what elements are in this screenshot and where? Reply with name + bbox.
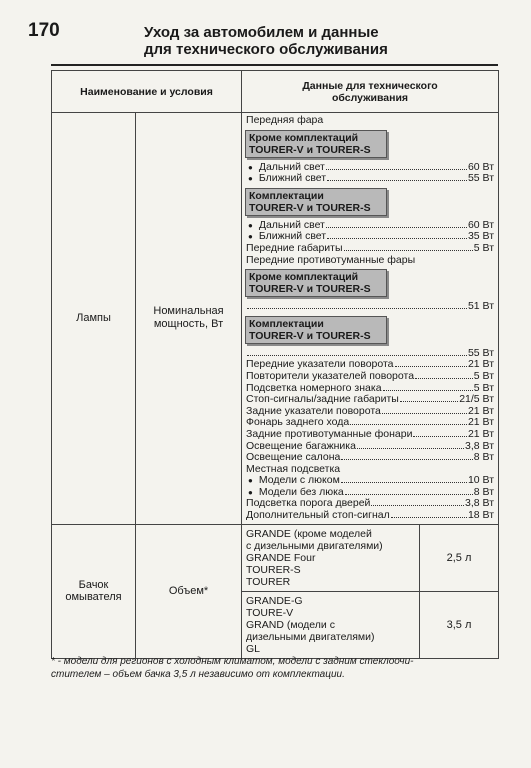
low-beam-value: 35 Вт: [467, 230, 495, 243]
fog-value-2: 55 Вт: [467, 346, 495, 359]
washer-model: GRAND (модели с: [246, 618, 335, 631]
leader-dots: [247, 348, 467, 356]
washer-model: TOURER-S: [246, 563, 301, 576]
page-title-line1: Уход за автомобилем и данные: [144, 24, 379, 41]
washer-model: GRANDE Four: [246, 551, 316, 564]
header-data: [242, 71, 499, 113]
lamp-value: 21/5 Вт: [459, 393, 495, 406]
leader-dots: [350, 417, 467, 425]
leader-dots: [391, 510, 467, 518]
low-beam-label: ● Ближний свет: [246, 173, 326, 185]
washer-name-line1: Бачок: [78, 579, 109, 592]
table-header-row: [52, 71, 499, 113]
high-beam-value: 60 Вт: [467, 160, 495, 173]
page-title: [144, 24, 444, 58]
local-light-title: Местная подсветка: [246, 462, 341, 475]
leader-dots: [326, 220, 467, 228]
leader-dots: [327, 173, 467, 181]
lamps-row: [52, 113, 499, 525]
washer-group1: [242, 524, 420, 591]
washer-model: GL: [246, 642, 261, 655]
lamp-label: Освещение салона: [246, 451, 341, 464]
banner2-line2: TOURER-V и TOURER-S: [249, 201, 371, 214]
leader-dots: [371, 498, 464, 506]
list-item: [246, 173, 494, 185]
lamp-label: Повторители указателей поворота: [246, 369, 415, 382]
lamps-condition: [136, 113, 242, 525]
sunroof-value: 10 Вт: [467, 474, 495, 487]
washer-model: TOURER: [246, 575, 291, 588]
banner-except-tourer-1: [245, 130, 387, 158]
banner-except-tourer-2: [245, 269, 387, 297]
leader-dots: [341, 452, 472, 460]
leader-dots: [326, 162, 467, 170]
lamp-value: 21 Вт: [467, 404, 495, 417]
lamp-value: 3,8 Вт: [465, 439, 495, 452]
lamp-label: Задние противотуманные фонари: [246, 427, 413, 440]
no-sunroof-value: 8 Вт: [473, 485, 495, 498]
sunroof-label: ● Модели с люком: [246, 475, 340, 487]
headlight-title: Передняя фара: [246, 114, 324, 126]
lamp-value: 8 Вт: [473, 451, 495, 464]
lamp-value: 21 Вт: [467, 427, 495, 440]
lamp-label: Подсветка номерного знака: [246, 381, 382, 394]
high-beam-label: ● Дальний свет: [246, 220, 325, 232]
lamp-rows: [246, 359, 494, 463]
lamp-label: Освещение багажника: [246, 439, 356, 452]
list-item: [246, 301, 494, 313]
list-item: [246, 452, 494, 464]
leader-dots: [344, 243, 473, 251]
footnote: [51, 655, 498, 681]
fog-value-1: 51 Вт: [467, 300, 495, 313]
footnote-line1: * - модели для регионов с холодным климатом, модели с задним стеклоочи-: [51, 656, 414, 667]
washer-model: TOURE-V: [246, 606, 294, 619]
front-parking-value: 5 Вт: [473, 241, 495, 254]
leader-dots: [341, 475, 467, 483]
low-beam-value: 55 Вт: [467, 172, 495, 185]
washer-group2: [242, 591, 420, 658]
high-beam-value: 60 Вт: [467, 218, 495, 231]
banner1-line2: TOURER-V и TOURER-S: [249, 143, 371, 156]
extra-stop-label: Дополнительный стоп-сигнал: [246, 509, 390, 522]
lamp-label: Передние указатели поворота: [246, 358, 394, 371]
list-item: [246, 243, 494, 255]
lamp-value: 5 Вт: [473, 381, 495, 394]
leader-dots: [383, 383, 473, 391]
leader-dots: [415, 371, 473, 379]
header-rule: [51, 64, 498, 66]
lamp-value: 21 Вт: [467, 358, 495, 371]
no-sunroof-label: ● Модели без люка: [246, 487, 344, 499]
leader-dots: [345, 487, 473, 495]
front-fog-title: Передние противотуманные фары: [246, 253, 416, 266]
list-item: [246, 429, 494, 441]
banner1-line1: Кроме комплектаций: [249, 131, 359, 144]
lamp-label: Задние указатели поворота: [246, 404, 381, 417]
list-item: [246, 394, 494, 406]
lamps-condition-line1: Номинальная: [153, 305, 224, 318]
lamp-label: Стоп-сигналы/задние габариты: [246, 393, 399, 406]
washer-model: GRANDE-G: [246, 594, 303, 607]
door-sill-value: 3,8 Вт: [465, 497, 495, 510]
banner4-line1: Комплектации: [249, 317, 324, 330]
lamps-condition-line2: мощность, Вт: [153, 318, 224, 331]
leader-dots: [400, 394, 458, 402]
leader-dots: [382, 406, 467, 414]
washer-model: GRANDE (кроме моделей: [246, 527, 372, 540]
banner3-line2: TOURER-V и TOURER-S: [249, 283, 371, 296]
washer-model: с дизельными двигателями): [246, 539, 383, 552]
list-item: [246, 371, 494, 383]
lamps-name: Лампы: [52, 113, 136, 525]
leader-dots: [395, 359, 467, 367]
leader-dots: [357, 441, 464, 449]
low-beam-label: ● Ближний свет: [246, 231, 326, 243]
header-data-line2: обслуживания: [331, 91, 409, 104]
front-parking-label: Передние габариты: [246, 241, 343, 254]
leader-dots: [413, 429, 466, 437]
washer-volume-2: 3,5 л: [420, 591, 499, 658]
lamp-value: 21 Вт: [467, 416, 495, 429]
washer-volume-1: 2,5 л: [420, 524, 499, 591]
washer-name: [52, 524, 136, 658]
door-sill-label: Подсветка порога дверей: [246, 497, 371, 510]
header-data-line1: Данные для технического: [302, 79, 438, 92]
washer-model: дизельными двигателями): [246, 630, 375, 643]
page-title-line2: для технического обслуживания: [144, 41, 388, 58]
banner-tourer-1: [245, 188, 387, 216]
leader-dots: [247, 301, 467, 309]
lamps-data: [242, 113, 499, 525]
washer-row-1: [52, 524, 499, 591]
banner3-line1: Кроме комплектаций: [249, 271, 359, 284]
banner4-line2: TOURER-V и TOURER-S: [249, 329, 371, 342]
banner-tourer-2: [245, 316, 387, 344]
spec-table: [51, 70, 499, 659]
extra-stop-value: 18 Вт: [467, 509, 495, 522]
list-item: [246, 510, 494, 522]
banner2-line1: Комплектации: [249, 189, 324, 202]
header-name: Наименование и условия: [52, 71, 242, 113]
washer-condition: Объем*: [136, 524, 242, 658]
footnote-line2: стителем – объем бачка 3,5 л независимо от комплектации.: [51, 669, 345, 680]
washer-name-line2: омывателя: [65, 591, 122, 604]
leader-dots: [327, 231, 467, 239]
lamp-value: 5 Вт: [473, 369, 495, 382]
high-beam-label: ● Дальний свет: [246, 162, 325, 174]
page-number: 170: [28, 20, 60, 41]
lamp-label: Фонарь заднего хода: [246, 416, 350, 429]
